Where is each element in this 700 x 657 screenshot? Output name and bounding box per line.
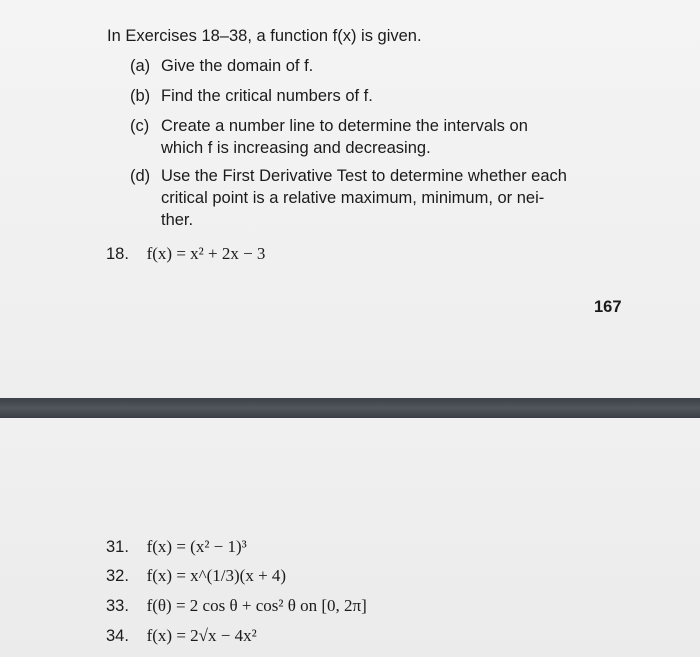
part-letter: (c) xyxy=(130,117,150,135)
part-text: Create a number line to determine the intervals on which f is increasing and decreasing. xyxy=(161,117,528,157)
exercise-31 xyxy=(106,537,247,557)
part-text: Use the First Derivative Test to determine whether each critical point is a relative maximum, minimum, or nei-ther. xyxy=(161,167,567,229)
exercise-intro: In Exercises 18–38, a function f(x) is given. xyxy=(107,27,422,45)
page-divider xyxy=(0,398,700,418)
part-letter: (d) xyxy=(130,167,151,185)
part-text: Find the critical numbers of f. xyxy=(161,87,373,105)
exercise-number: 33. xyxy=(106,597,129,615)
exercise-number: 34. xyxy=(106,627,129,645)
part-a xyxy=(130,55,570,77)
part-d xyxy=(130,165,570,231)
part-letter: (a) xyxy=(130,57,151,75)
part-b xyxy=(130,85,570,107)
part-c xyxy=(130,115,570,159)
part-letter: (b) xyxy=(130,87,151,105)
exercise-32 xyxy=(106,566,286,586)
exercise-18 xyxy=(106,244,265,264)
exercise-number: 18. xyxy=(106,245,129,263)
exercise-expression: f(θ) = 2 cos θ + cos² θ on [0, 2π] xyxy=(146,596,367,615)
exercise-expression: f(x) = x² + 2x − 3 xyxy=(146,244,266,263)
exercise-expression: f(x) = (x² − 1)³ xyxy=(146,537,247,556)
part-text: Give the domain of f. xyxy=(161,57,314,75)
exercise-34 xyxy=(106,626,257,646)
exercise-number: 31. xyxy=(106,538,129,556)
exercise-expression: f(x) = 2√x − 4x² xyxy=(146,626,257,645)
page-number: 167 xyxy=(594,298,622,316)
page-bottom xyxy=(0,418,700,657)
exercise-expression: f(x) = x^(1/3)(x + 4) xyxy=(146,566,287,585)
exercise-number: 32. xyxy=(106,567,129,585)
exercise-33 xyxy=(106,596,367,616)
